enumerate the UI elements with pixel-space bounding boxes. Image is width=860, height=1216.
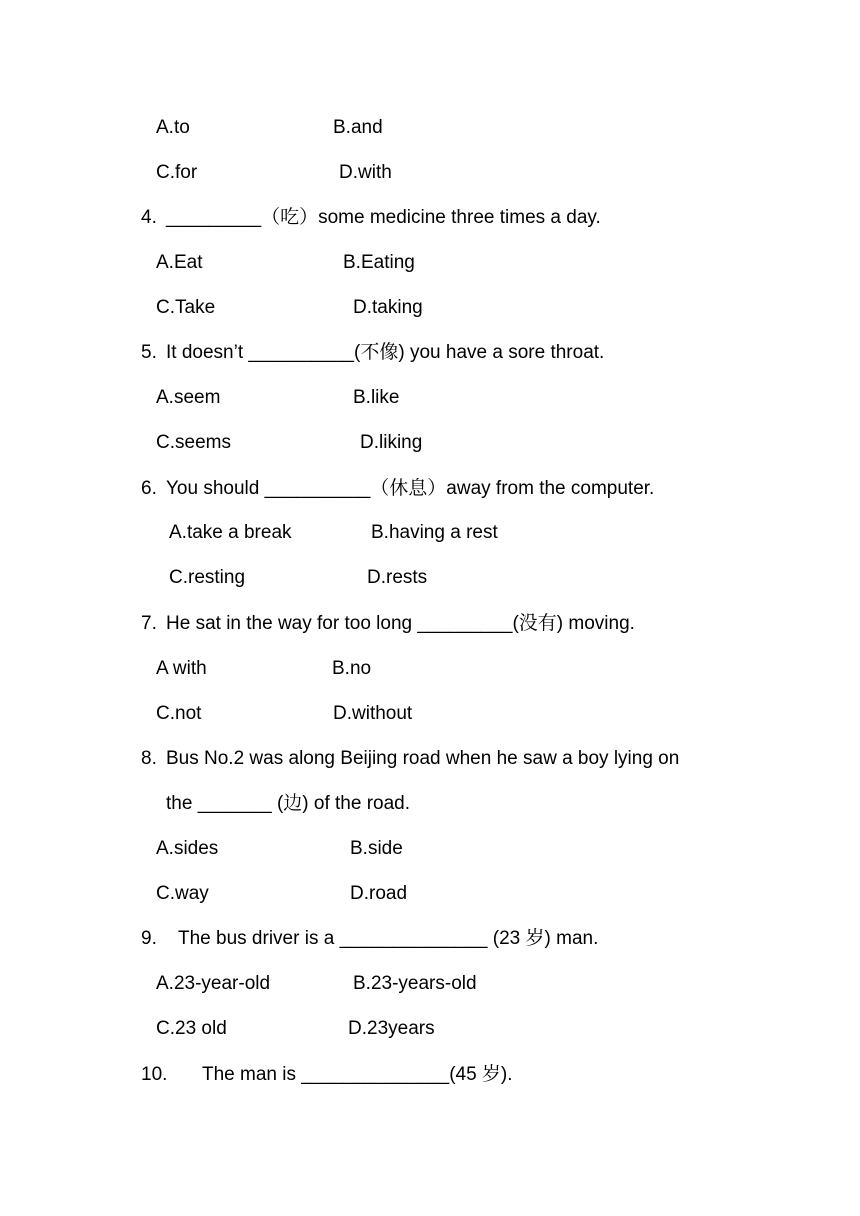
q10-text: The man is ______________(45 岁). bbox=[202, 1064, 513, 1085]
q9-text: The bus driver is a ______________ (23 岁) man. bbox=[178, 928, 599, 949]
q5-option-c: C.seems bbox=[156, 432, 231, 453]
q9-option-b: B.23-years-old bbox=[353, 973, 477, 994]
q10-number: 10. bbox=[141, 1064, 168, 1085]
q6-option-a: A.take a break bbox=[169, 522, 292, 543]
q7-text: He sat in the way for too long _________(没有) moving. bbox=[166, 613, 635, 634]
q3-option-a: A.to bbox=[156, 117, 190, 138]
q8-option-b: B.side bbox=[350, 838, 403, 859]
q3-option-c: C.for bbox=[156, 162, 198, 183]
q4-option-b: B.Eating bbox=[343, 252, 415, 273]
q4-option-c: C.Take bbox=[156, 297, 216, 318]
q7-option-b: B.no bbox=[332, 658, 372, 679]
q9-option-c: C.23 old bbox=[156, 1018, 227, 1039]
q7-option-c: C.not bbox=[156, 703, 202, 724]
q5-option-d: D.liking bbox=[360, 432, 423, 453]
q9-number: 9. bbox=[141, 928, 157, 949]
q8-number: 8. bbox=[141, 748, 157, 769]
q5-option-a: A.seem bbox=[156, 387, 221, 408]
q7-option-a: A with bbox=[156, 658, 207, 679]
q8-option-a: A.sides bbox=[156, 838, 219, 859]
q6-option-d: D.rests bbox=[367, 567, 428, 588]
q3-option-d: D.with bbox=[339, 162, 392, 183]
q8-text-continued: the _______ (边) of the road. bbox=[166, 793, 410, 814]
q8-text: Bus No.2 was along Beijing road when he saw a boy lying on bbox=[166, 748, 680, 769]
q9-option-a: A.23-year-old bbox=[156, 973, 271, 994]
q7-number: 7. bbox=[141, 613, 157, 634]
q8-option-c: C.way bbox=[156, 883, 209, 904]
q5-number: 5. bbox=[141, 342, 157, 363]
q5-text: It doesn’t __________(不像) you have a sore throat. bbox=[166, 342, 605, 363]
q4-number: 4. bbox=[141, 207, 157, 228]
q6-number: 6. bbox=[141, 478, 157, 499]
q6-option-c: C.resting bbox=[169, 567, 246, 588]
q9-option-d: D.23years bbox=[348, 1018, 435, 1039]
q6-text: You should __________（休息）away from the computer. bbox=[166, 478, 655, 499]
q4-option-d: D.taking bbox=[353, 297, 423, 318]
q4-text: _________（吃）some medicine three times a day. bbox=[166, 207, 601, 228]
q6-option-b: B.having a rest bbox=[371, 522, 498, 543]
q3-option-b: B.and bbox=[333, 117, 383, 138]
q5-option-b: B.like bbox=[353, 387, 400, 408]
q7-option-d: D.without bbox=[333, 703, 413, 724]
q8-option-d: D.road bbox=[350, 883, 408, 904]
q4-option-a: A.Eat bbox=[156, 252, 203, 273]
